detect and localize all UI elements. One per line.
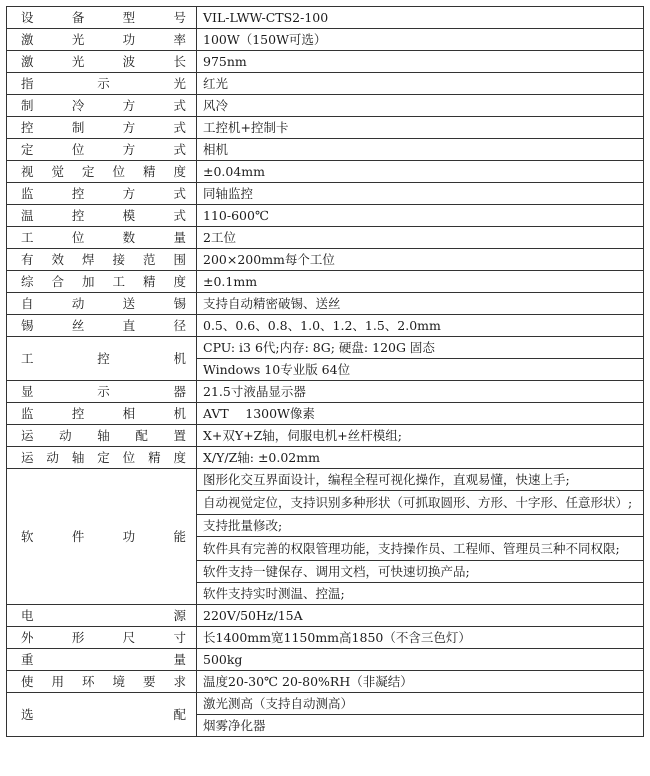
row-label: 制冷方式: [7, 95, 197, 117]
row-value: 激光测高（支持自动测高）: [197, 693, 644, 715]
row-value: 图形化交互界面设计，编程全程可视化操作，直观易懂，快速上手;: [197, 469, 644, 491]
row-value: 工控机+控制卡: [197, 117, 644, 139]
row-value: 2工位: [197, 227, 644, 249]
row-value: 21.5寸液晶显示器: [197, 381, 644, 403]
table-row: [7, 337, 644, 359]
row-value: 红光: [197, 73, 644, 95]
row-value: 相机: [197, 139, 644, 161]
row-value: 同轴监控: [197, 183, 644, 205]
table-row: [7, 627, 644, 649]
row-value: 220V/50Hz/15A: [197, 605, 644, 627]
row-label: 指示光: [7, 73, 197, 95]
row-value: 200×200mm每个工位: [197, 249, 644, 271]
table-row: [7, 95, 644, 117]
row-value: ±0.04mm: [197, 161, 644, 183]
table-row: [7, 7, 644, 29]
row-value: 软件支持一键保存、调用文档，可快速切换产品;: [197, 561, 644, 583]
row-value: 软件支持实时测温、控温;: [197, 583, 644, 605]
table-row: [7, 205, 644, 227]
table-row: [7, 183, 644, 205]
row-value: 长1400mm宽1150mm高1850（不含三色灯）: [197, 627, 644, 649]
row-label: 定位方式: [7, 139, 197, 161]
row-label: 视觉定位精度: [7, 161, 197, 183]
row-label: 综合加工精度: [7, 271, 197, 293]
row-label: 自动送锡: [7, 293, 197, 315]
row-label: 工控机: [7, 337, 197, 381]
table-row: [7, 139, 644, 161]
row-label: 电源: [7, 605, 197, 627]
row-value: 110-600℃: [197, 205, 644, 227]
row-label: 激光功率: [7, 29, 197, 51]
row-label: 锡丝直径: [7, 315, 197, 337]
table-row: [7, 403, 644, 425]
row-label: 选配: [7, 693, 197, 737]
table-row: [7, 293, 644, 315]
table-row: [7, 73, 644, 95]
row-value: 500kg: [197, 649, 644, 671]
table-row: [7, 117, 644, 139]
spec-table-body: [7, 7, 644, 737]
row-label: 激光波长: [7, 51, 197, 73]
table-row: [7, 605, 644, 627]
row-value: 0.5、0.6、0.8、1.0、1.2、1.5、2.0mm: [197, 315, 644, 337]
table-row: [7, 693, 644, 715]
row-value: ±0.1mm: [197, 271, 644, 293]
row-value: 自动视觉定位，支持识别多种形状（可抓取圆形、方形、十字形、任意形状）;: [197, 491, 644, 515]
row-value: Windows 10专业版 64位: [197, 359, 644, 381]
row-label: 设备型号: [7, 7, 197, 29]
row-label: 温控模式: [7, 205, 197, 227]
row-label: 监控方式: [7, 183, 197, 205]
row-label: 运动轴定位精度: [7, 447, 197, 469]
row-value: 支持批量修改;: [197, 515, 644, 537]
row-label: 监控相机: [7, 403, 197, 425]
row-label: 外形尺寸: [7, 627, 197, 649]
row-value: 温度20-30℃ 20-80%RH（非凝结）: [197, 671, 644, 693]
row-label: 使用环境要求: [7, 671, 197, 693]
table-row: [7, 671, 644, 693]
row-value: 975nm: [197, 51, 644, 73]
table-row: [7, 249, 644, 271]
row-value: 软件具有完善的权限管理功能，支持操作员、工程师、管理员三种不同权限;: [197, 537, 644, 561]
table-row: [7, 51, 644, 73]
row-value: X+双Y+Z轴，伺服电机+丝杆模组;: [197, 425, 644, 447]
table-row: [7, 29, 644, 51]
row-label: 软件功能: [7, 469, 197, 605]
row-label: 运动轴配置: [7, 425, 197, 447]
row-value: CPU: i3 6代;内存: 8G; 硬盘: 120G 固态: [197, 337, 644, 359]
table-row: [7, 161, 644, 183]
row-label: 显示器: [7, 381, 197, 403]
table-row: [7, 469, 644, 491]
table-row: [7, 447, 644, 469]
row-value: 100W（150W可选）: [197, 29, 644, 51]
table-row: [7, 649, 644, 671]
table-row: [7, 227, 644, 249]
row-label: 控制方式: [7, 117, 197, 139]
row-value: 支持自动精密破锡、送丝: [197, 293, 644, 315]
table-row: [7, 271, 644, 293]
row-value: VIL-LWW-CTS2-100: [197, 7, 644, 29]
row-value: AVT 1300W像素: [197, 403, 644, 425]
spec-table: [6, 6, 644, 737]
table-row: [7, 315, 644, 337]
table-row: [7, 425, 644, 447]
row-value: X/Y/Z轴: ±0.02mm: [197, 447, 644, 469]
row-label: 重量: [7, 649, 197, 671]
row-value: 风冷: [197, 95, 644, 117]
row-label: 有效焊接范围: [7, 249, 197, 271]
row-label: 工位数量: [7, 227, 197, 249]
table-row: [7, 381, 644, 403]
row-value: 烟雾净化器: [197, 715, 644, 737]
